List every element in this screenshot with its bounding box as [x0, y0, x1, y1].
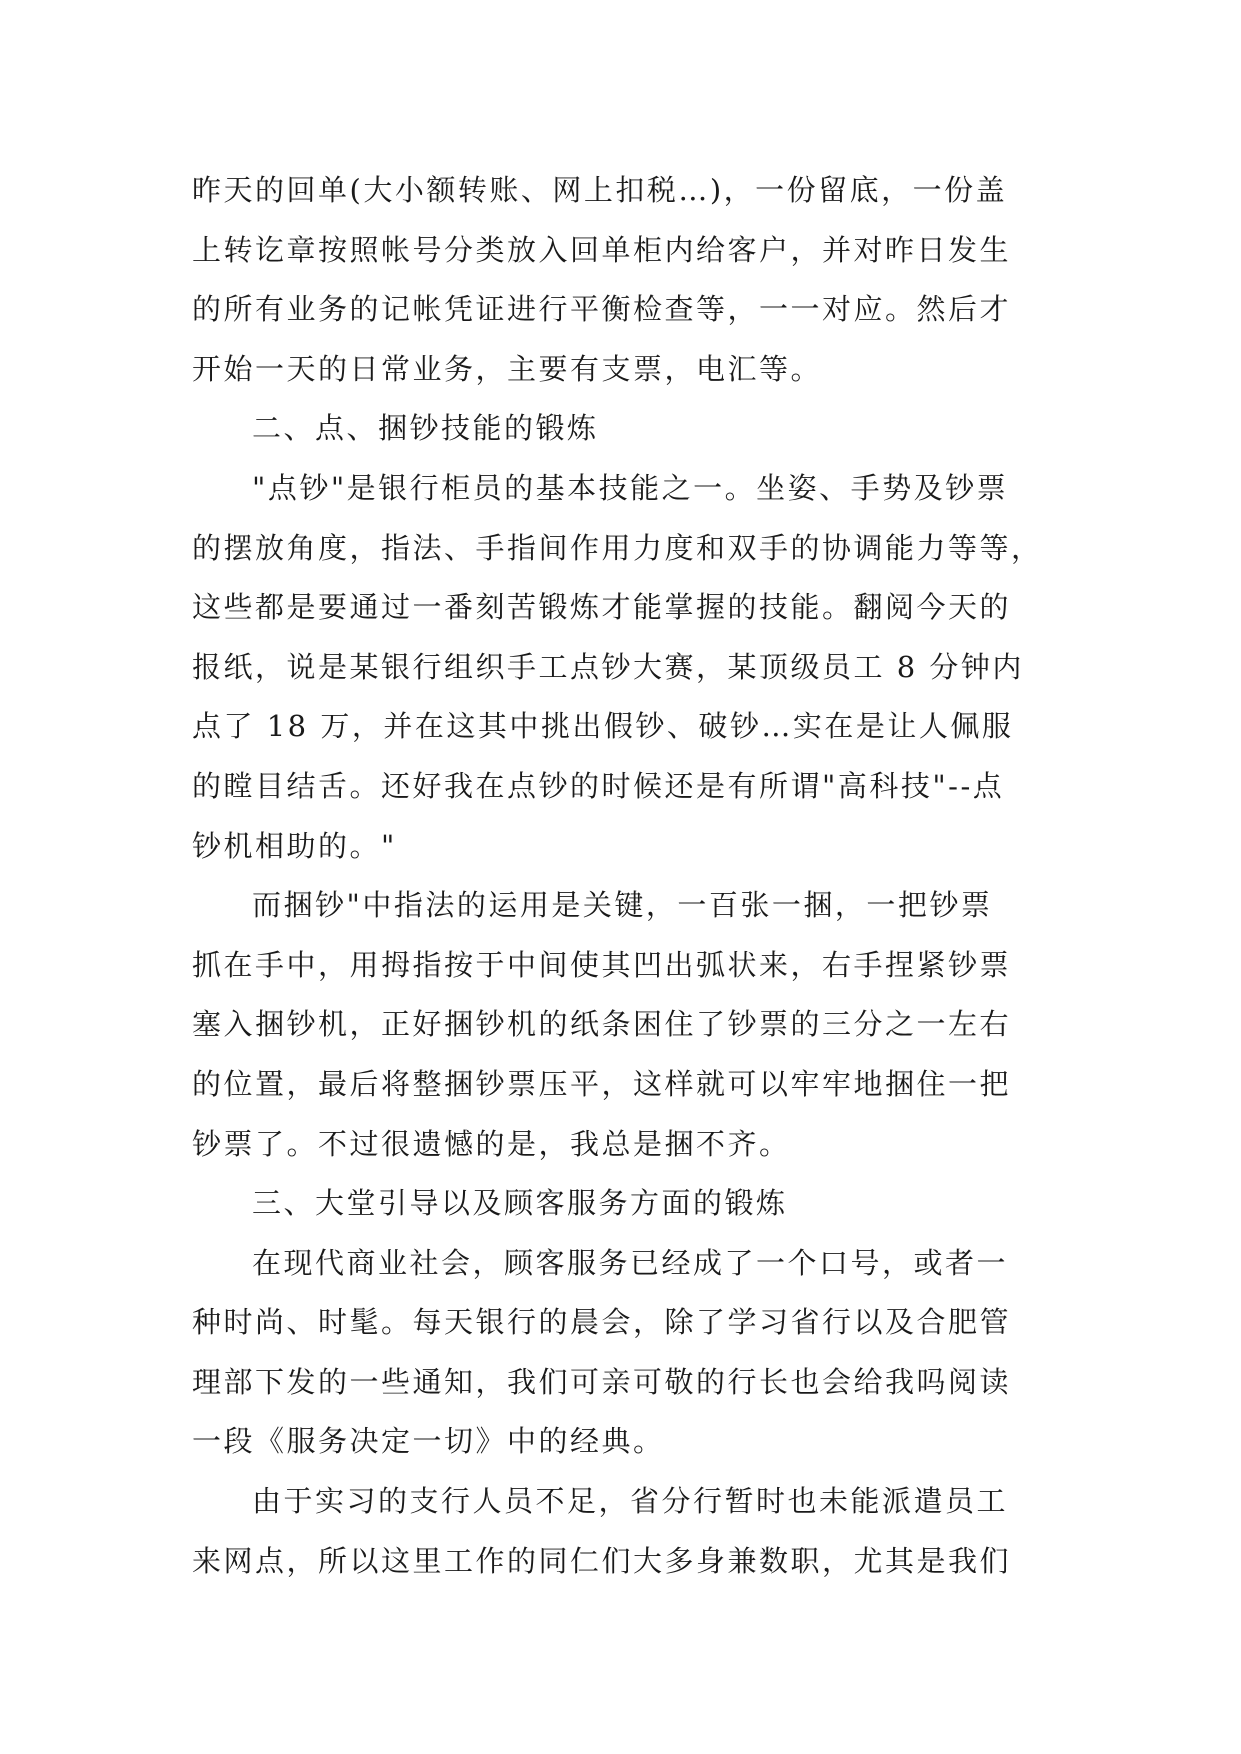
section-heading: 三、大堂引导以及顾客服务方面的锻炼 — [252, 1186, 788, 1221]
text-line: 塞入捆钞机，正好捆钞机的纸条困住了钞票的三分之一左右 — [192, 1007, 1012, 1042]
text-line: 上转讫章按照帐号分类放入回单柜内给客户，并对昨日发生 — [192, 232, 1012, 267]
text-line: 在现代商业社会，顾客服务已经成了一个口号，或者一 — [252, 1245, 1009, 1280]
text-line: "点钞"是银行柜员的基本技能之一。坐姿、手势及钞票 — [252, 470, 1009, 505]
text-line: 一段《服务决定一切》中的经典。 — [192, 1424, 665, 1459]
section-heading: 二、点、捆钞技能的锻炼 — [252, 411, 599, 446]
text-line: 种时尚、时髦。每天银行的晨会，除了学习省行以及合肥管 — [192, 1305, 1012, 1340]
text-line: 昨天的回单(大小额转账、网上扣税…)，一份留底，一份盖 — [192, 173, 1008, 207]
text-line: 开始一天的日常业务，主要有支票，电汇等。 — [192, 351, 823, 386]
text-line: 这些都是要通过一番刻苦锻炼才能掌握的技能。翻阅今天的 — [192, 590, 1012, 625]
text-line: 理部下发的一些通知，我们可亲可敬的行长也会给我吗阅读 — [192, 1364, 1012, 1399]
text-line: 而捆钞"中指法的运用是关键，一百张一捆，一把钞票 — [252, 888, 993, 923]
text-line: 来网点，所以这里工作的同仁们大多身兼数职，尤其是我们 — [192, 1543, 1012, 1578]
text-line: 报纸，说是某银行组织手工点钞大赛，某顶级员工 8 分钟内 — [192, 649, 1024, 684]
text-line: 点了 18 万，并在这其中挑出假钞、破钞…实在是让人佩服 — [192, 709, 1014, 744]
document-body — [192, 161, 1052, 1591]
text-line: 抓在手中，用拇指按于中间使其凹出弧状来，右手捏紧钞票 — [192, 947, 1012, 982]
text-line: 钞票了。不过很遗憾的是，我总是捆不齐。 — [192, 1126, 791, 1161]
text-line: 的瞠目结舌。还好我在点钞的时候还是有所谓"高科技"--点 — [192, 768, 1005, 803]
text-line: 的所有业务的记帐凭证进行平衡检查等，一一对应。然后才 — [192, 292, 1012, 327]
text-line: 由于实习的支行人员不足，省分行暂时也未能派遣员工 — [252, 1484, 1009, 1519]
text-line: 的位置，最后将整捆钞票压平，这样就可以牢牢地捆住一把 — [192, 1066, 1012, 1101]
text-line: 的摆放角度，指法、手指间作用力度和双手的协调能力等等， — [192, 530, 1043, 565]
text-line: 钞机相助的。" — [192, 828, 397, 863]
